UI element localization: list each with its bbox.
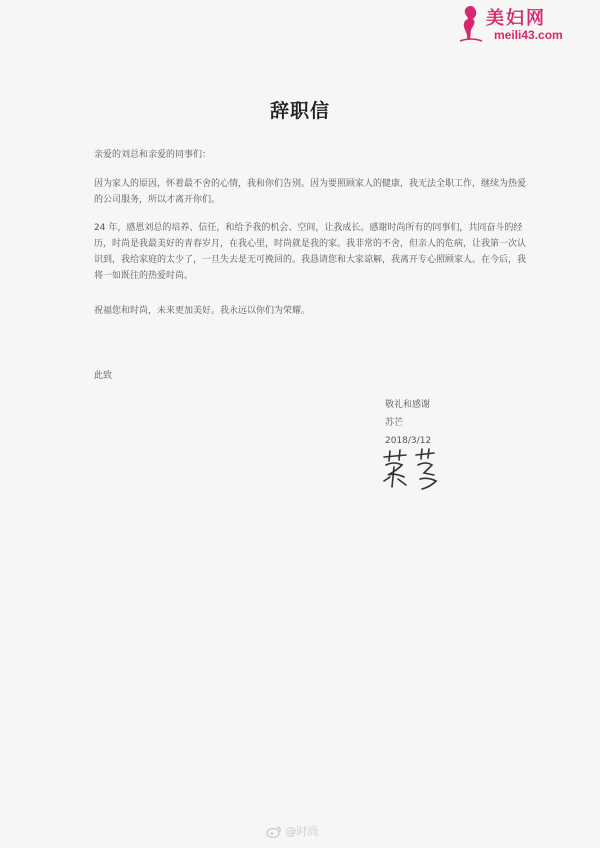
- site-watermark: [452, 4, 592, 44]
- paragraph-1: 因为家人的原因，怀着最不舍的心情，我和你们告别。因为要照顾家人的健康，我无法全职工作，继续为热爱的公司服务，所以才离开你们。: [94, 179, 527, 205]
- watermark-url: meili43.com: [494, 28, 563, 42]
- weibo-account-label: @时尚: [285, 825, 319, 838]
- signature-block: [385, 396, 431, 450]
- salutation: 亲爱的刘总和亲爱的同事们：: [94, 150, 212, 160]
- watermark-site-name: 美妇网: [486, 8, 546, 29]
- letter-title: 辞职信: [269, 100, 330, 122]
- regards-text: 敬礼和感谢: [385, 400, 431, 410]
- weibo-icon: [266, 826, 282, 838]
- paragraph-2: 24 年，感恩刘总的培养、信任，和给予我的机会、空间，让我成长。感谢时尚所有的同事们，共同奋斗的经历，时尚是我最美好的青春岁月，在我心里，时尚就是我的家。我非常的不舍，但亲人的危病，让我第一次认识到，我给家庭的太少了，一旦失去是无可挽回的。我恳请您和大家谅解，我离开专心照顾家人。在今后，我将一如既往的热爱时尚。: [94, 223, 527, 281]
- handwritten-signature: [376, 447, 446, 492]
- letter-date: 2018/3/12: [385, 436, 432, 446]
- sender-name: 苏芒: [385, 418, 404, 428]
- paragraph-3: 祝福您和时尚，未来更加美好。我永远以你们为荣耀。: [94, 306, 311, 316]
- closing: 此致: [94, 371, 113, 381]
- weibo-watermark: [266, 823, 319, 839]
- woman-silhouette-logo-icon: [454, 4, 488, 44]
